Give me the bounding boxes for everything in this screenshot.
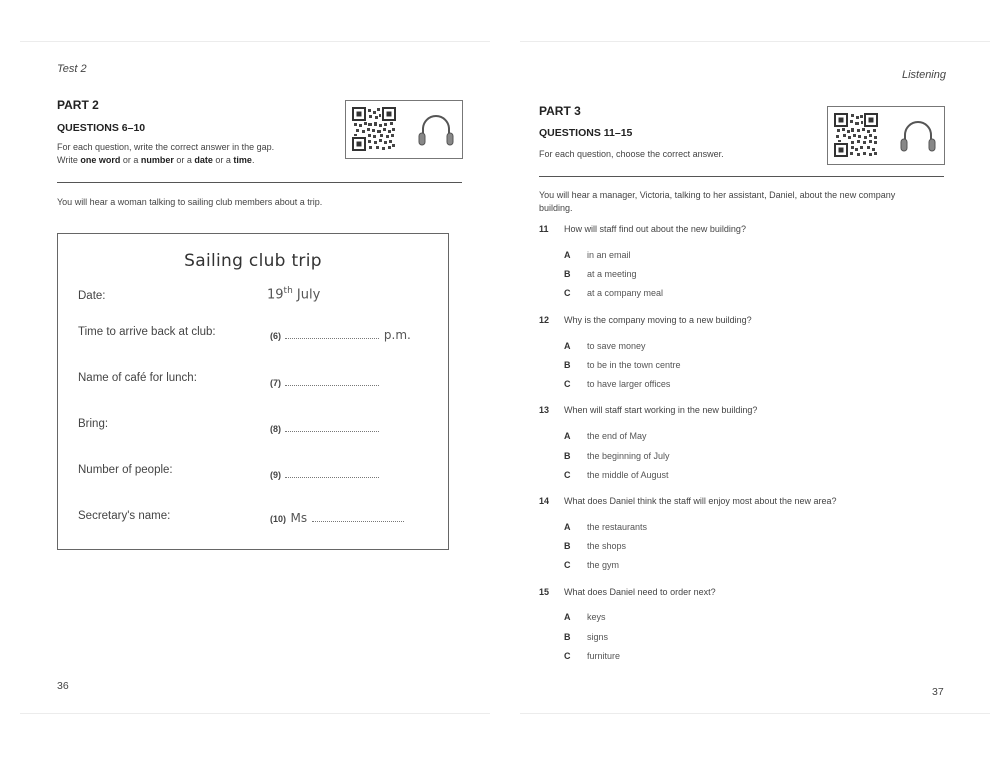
question-number: 13 [539,405,550,415]
form-label-date: Date: [78,290,106,302]
question-number: 11 [539,224,549,234]
part-title: PART 2 [57,98,99,112]
form-label-people: Number of people: [78,464,173,476]
form-label-secretary: Secretary's name: [78,510,171,522]
instruction-line-1: For each question, write the correct answer in the gap. [57,142,275,152]
audio-media-box [827,106,945,165]
section-divider [57,182,462,183]
option-15-c[interactable]: C furniture [564,651,621,661]
right-page [510,0,1000,772]
question-text: When will staff start working in the new building? [564,405,758,415]
answer-dots [285,385,379,386]
form-label-cafe: Name of café for lunch: [78,372,197,384]
form-label-time: Time to arrive back at club: [78,326,216,338]
option-14-c[interactable]: C the gym [564,560,620,570]
option-11-b[interactable]: B at a meeting [564,269,637,279]
option-15-b[interactable]: B signs [564,632,609,642]
answer-gap-7[interactable]: (7) [270,373,379,391]
listening-intro-line-1: You will hear a manager, Victoria, talking to her assistant, Daniel, about the new company [539,190,896,200]
running-head: Listening [901,69,946,81]
headphones-icon [416,110,456,150]
questions-title: QUESTIONS 6–10 [57,122,146,134]
form-label-bring: Bring: [78,418,109,430]
page-number: 36 [57,680,69,692]
answer-gap-6[interactable]: (6) p.m. [270,328,411,342]
notes-form-box [57,233,449,550]
page-top-edge [20,41,490,42]
option-14-a[interactable]: A the restaurants [564,522,648,532]
question-text: How will staff find out about the new building? [564,224,746,234]
question-number: 14 [539,496,550,506]
option-13-c[interactable]: C the middle of August [564,470,669,480]
option-12-c[interactable]: C to have larger offices [564,379,671,389]
qr-code-icon [834,113,878,157]
section-divider [539,176,944,177]
option-15-a[interactable]: A keys [564,612,606,622]
page-number: 37 [932,686,944,698]
page-top-edge [520,41,990,42]
question-text: What does Daniel need to order next? [564,587,716,597]
listening-intro-line-2: building. [539,203,573,213]
question-number: 15 [539,587,550,597]
answer-gap-10[interactable]: (10) Ms [270,509,404,527]
answer-dots [285,477,379,478]
page-bottom-edge [20,713,490,714]
answer-gap-8[interactable]: (8) [270,419,379,437]
audio-media-box [345,100,463,159]
headphones-icon [898,116,938,156]
question-text: What does Daniel think the staff will enjoy most about the new area? [564,496,837,506]
page-bottom-edge [520,713,990,714]
qr-code-icon [352,107,396,151]
option-11-a[interactable]: A in an email [564,250,631,260]
instruction: For each question, choose the correct answer. [539,149,724,159]
option-11-c[interactable]: C at a company meal [564,288,664,298]
question-text: Why is the company moving to a new building? [564,315,752,325]
answer-dots [285,431,379,432]
question-number: 12 [539,315,550,325]
answer-dots [285,338,379,339]
option-13-b[interactable]: B the beginning of July [564,451,670,461]
form-title: Sailing club trip [184,251,322,271]
option-12-a[interactable]: A to save money [564,341,646,351]
answer-gap-9[interactable]: (9) [270,465,379,483]
listening-intro: You will hear a woman talking to sailing club members about a trip. [57,197,323,207]
running-head: Test 2 [57,63,87,75]
part-title: PART 3 [539,104,581,118]
questions-title: QUESTIONS 11–15 [539,127,633,139]
answer-dots [312,521,404,522]
instruction-line-2: Write one word or a number or a date or a time. [57,155,255,165]
option-12-b[interactable]: B to be in the town centre [564,360,681,370]
form-value-date: 19th July [267,286,321,303]
option-14-b[interactable]: B the shops [564,541,627,551]
option-13-a[interactable]: A the end of May [564,431,647,441]
